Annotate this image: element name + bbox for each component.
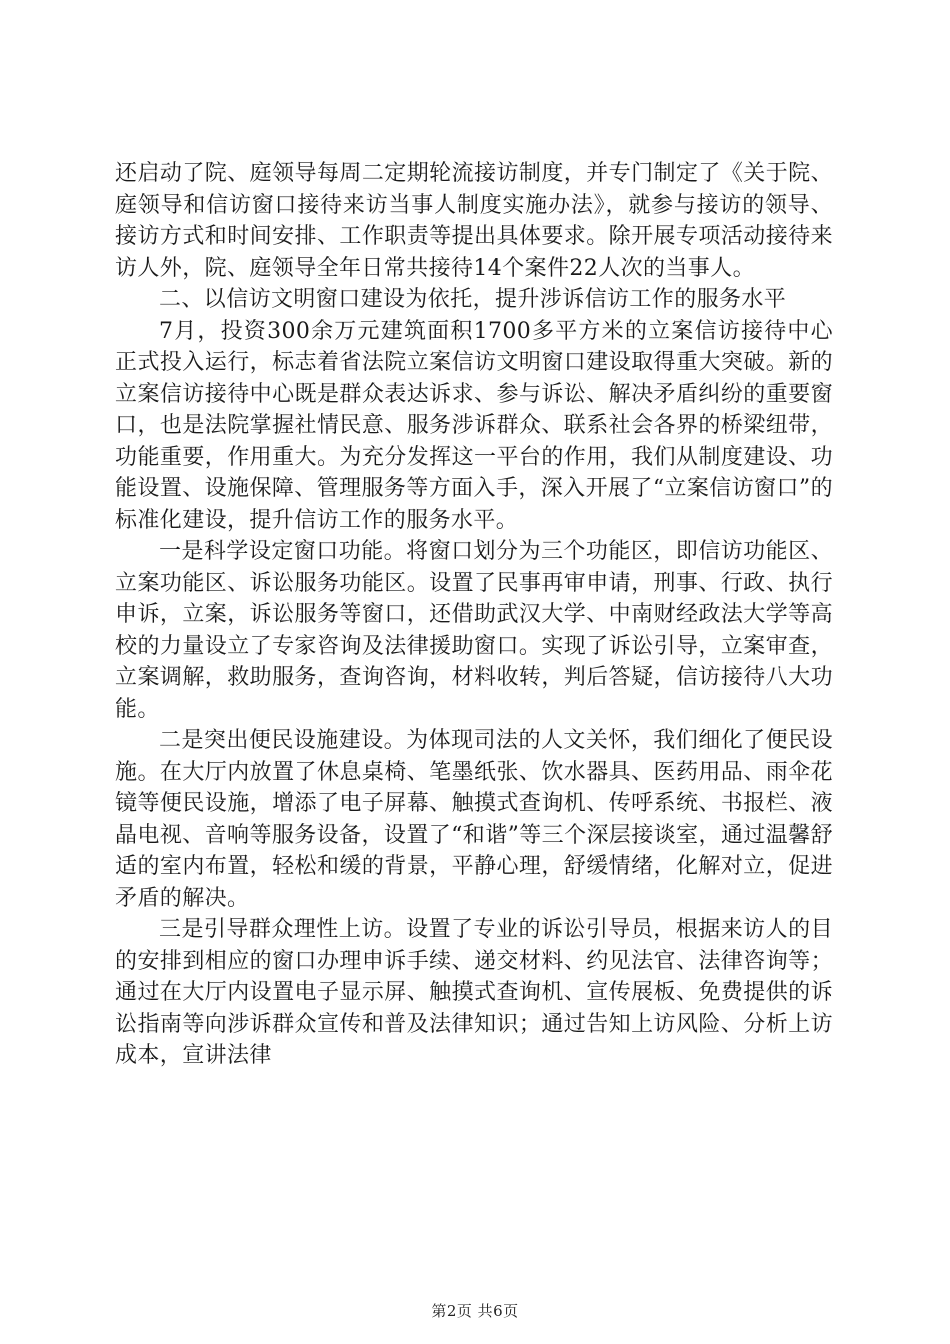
paragraph-reception-center: 7月，投资300余万元建筑面积1700多平方米的立案信访接待中心正式投入运行，标志着省法院立案信访文明窗口建设取得重大突破。新的立案信访接待中心既是群众表达诉求、参与诉讼、解决矛盾纠纷的重要窗口，也是法院掌握社情民意、服务涉诉群众、联系社会各界的桥梁纽带，功能重要，作用重大。为充分发挥这一平台的作用，我们从制度建设、功能设置、设施保障、管理服务等方面入手，深入开展了“立案信访窗口”的标准化建设，提升信访工作的服务水平。 <box>115 318 833 533</box>
paragraph-rational-petition: 三是引导群众理性上访。设置了专业的诉讼引导员，根据来访人的目的安排到相应的窗口办理申诉手续、递交材料、约见法官、法律咨询等；通过在大厅内设置电子显示屏、触摸式查询机、宣传展板、免费提供的诉讼指南等向涉诉群众宣传和普及法律知识；通过告知上访风险、分析上访成本，宣讲法律 <box>115 917 833 1068</box>
paragraph-convenience-facilities: 二是突出便民设施建设。为体现司法的人文关怀，我们细化了便民设施。在大厅内放置了休息桌椅、笔墨纸张、饮水器具、医药用品、雨伞花镜等便民设施，增添了电子屏幕、触摸式查询机、传呼系统、书报栏、液晶电视、音响等服务设备，设置了“和谐”等三个深层接谈室，通过温馨舒适的室内布置，轻松和缓的背景，平静心理，舒缓情绪，化解对立，促进矛盾的解决。 <box>115 728 833 911</box>
paragraph-continuation: 还启动了院、庭领导每周二定期轮流接访制度，并专门制定了《关于院、庭领导和信访窗口接待来访当事人制度实施办法》，就参与接访的领导、接访方式和时间安排、工作职责等提出具体要求。除开展专项活动接待来访人外，院、庭领导全年日常共接待14个案件22人次的当事人。 <box>115 161 833 281</box>
document-body <box>115 158 833 1072</box>
paragraph-window-functions: 一是科学设定窗口功能。将窗口划分为三个功能区，即信访功能区、立案功能区、诉讼服务功能区。设置了民事再审申请，刑事、行政、执行申诉，立案，诉讼服务等窗口，还借助武汉大学、中南财经政法大学等高校的力量设立了专家咨询及法律援助窗口。实现了诉讼引导，立案审查，立案调解，救助服务，查询咨询，材料收转，判后答疑，信访接待八大功能。 <box>115 539 833 722</box>
section-heading: 二、以信访文明窗口建设为依托，提升涉诉信访工作的服务水平 <box>159 287 787 312</box>
page-number-footer: 第2页 共6页 <box>431 1302 519 1320</box>
